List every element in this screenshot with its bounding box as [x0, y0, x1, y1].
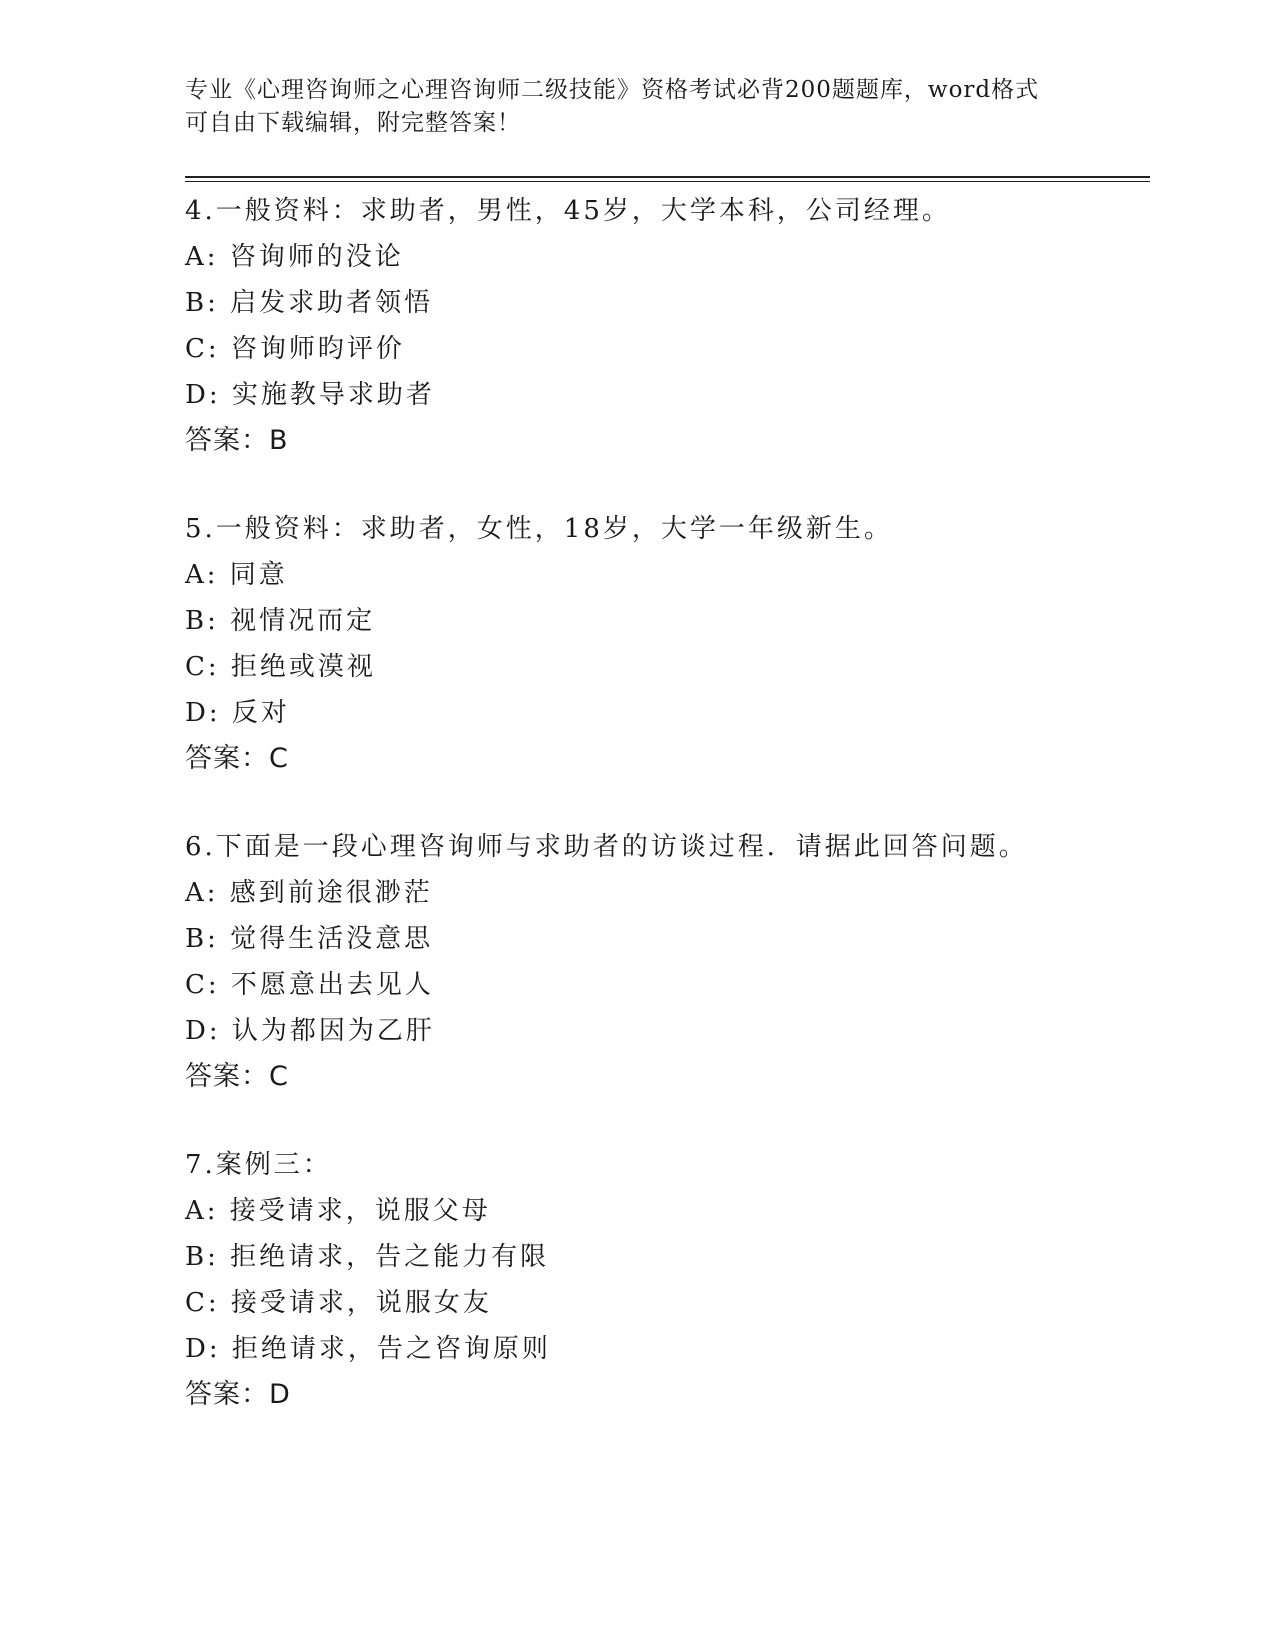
question-stem: 4.一般资料：求助者，男性，45岁，大学本科，公司经理。	[185, 196, 951, 226]
answer-line: 答案：D	[185, 1379, 291, 1410]
option-c: C: 不愿意出去见人	[185, 970, 434, 1000]
header-line-1: 专业《心理咨询师之心理咨询师二级技能》资格考试必背200题题库，word格式	[185, 77, 1040, 103]
option-d: D: 实施教导求助者	[185, 380, 435, 410]
question-item	[185, 824, 1145, 1100]
option-d: D: 反对	[185, 698, 290, 728]
option-a: A: 同意	[185, 560, 288, 590]
option-d: D: 认为都因为乙肝	[185, 1016, 435, 1046]
option-a: A: 接受请求，说服父母	[185, 1196, 491, 1226]
answer-line: 答案：C	[185, 743, 289, 774]
question-item	[185, 506, 1145, 782]
option-c: C: 咨询师昀评价	[185, 334, 405, 364]
answer-line: 答案：C	[185, 1061, 289, 1092]
option-a: A: 咨询师的没论	[185, 242, 404, 272]
question-list	[185, 188, 1145, 1460]
header-divider-thick	[185, 176, 1150, 178]
question-stem: 6.下面是一段心理咨询师与求助者的访谈过程．请据此回答问题。	[185, 832, 1028, 862]
question-stem: 7.案例三：	[185, 1150, 332, 1180]
option-c: C: 拒绝或漠视	[185, 652, 376, 682]
question-stem: 5.一般资料：求助者，女性，18岁，大学一年级新生。	[185, 514, 893, 544]
option-b: B: 拒绝请求，告之能力有限	[185, 1242, 550, 1272]
option-d: D: 拒绝请求，告之咨询原则	[185, 1334, 551, 1364]
option-b: B: 觉得生活没意思	[185, 924, 434, 954]
question-item	[185, 188, 1145, 464]
option-b: B: 启发求助者领悟	[185, 288, 434, 318]
header-divider-thin	[185, 181, 1150, 182]
option-a: A: 感到前途很渺茫	[185, 878, 433, 908]
question-item	[185, 1142, 1145, 1418]
answer-line: 答案：B	[185, 425, 289, 456]
option-c: C: 接受请求，说服女友	[185, 1288, 492, 1318]
document-header	[185, 74, 1065, 140]
option-b: B: 视情况而定	[185, 606, 376, 636]
header-line-2: 可自由下载编辑，附完整答案！	[185, 110, 521, 136]
